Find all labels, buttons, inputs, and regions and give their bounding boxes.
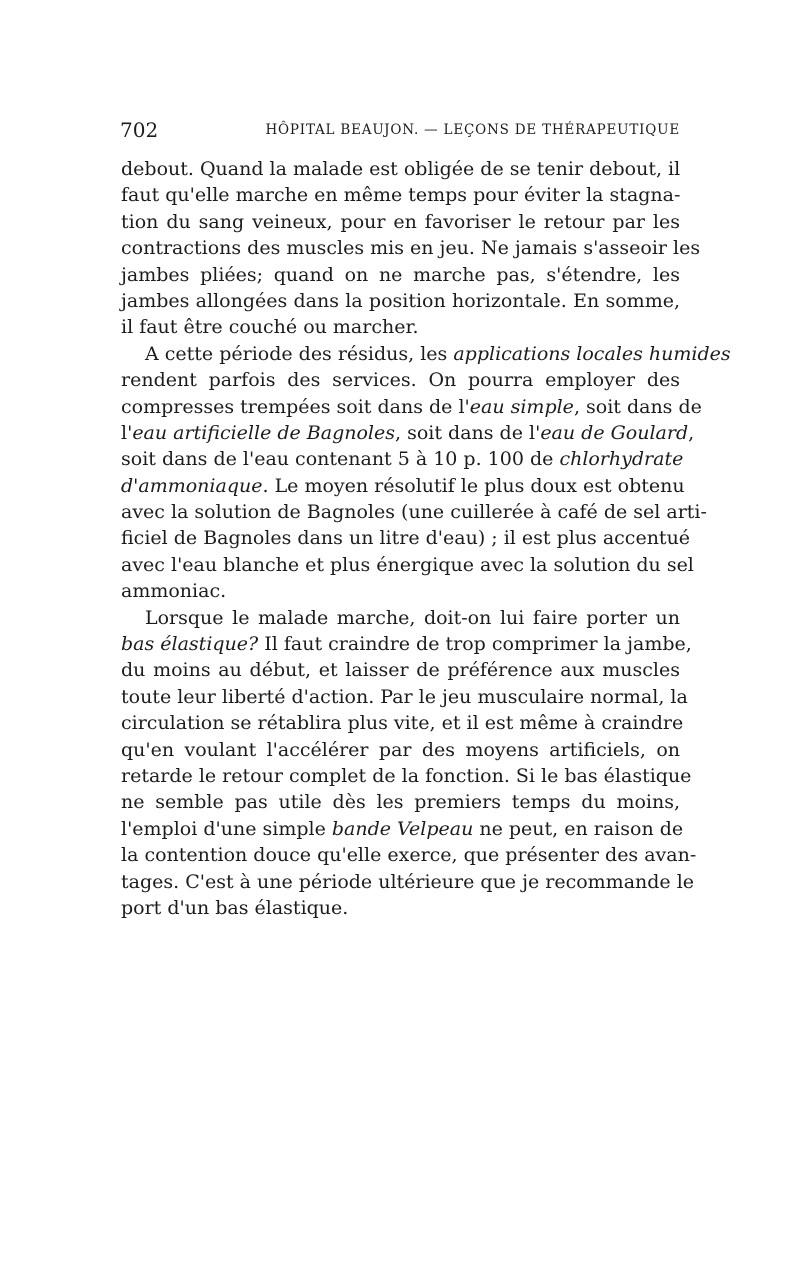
page-body (121, 156, 731, 921)
text-run: soit dans de l'eau contenant 5 à 10 p. 100 de (121, 448, 560, 471)
text-line: il faut être couché ou marcher. (121, 316, 419, 339)
text-run: ne peut, en raison de (473, 817, 684, 840)
text-line: port d'un bas élastique. (121, 896, 349, 919)
text-line (121, 394, 702, 420)
text-line (121, 816, 684, 842)
italic-term: d'ammoniaque (121, 474, 263, 497)
text-line: avec l'eau blanche et plus énergique avec la solution du sel (121, 553, 694, 576)
italic-term: bande Velpeau (331, 817, 474, 840)
text-line: jambes pliées; quand on ne marche pas, s'étendre, les (121, 263, 680, 286)
italic-term: eau de Goulard (540, 421, 689, 444)
text-line: ficiel de Bagnoles dans un litre d'eau) ; il est plus accentué (121, 527, 691, 550)
text-line: faut qu'elle marche en même temps pour éviter la stagna- (121, 184, 681, 207)
text-run: compresses trempées soit dans de l' (121, 395, 470, 418)
text-run: A cette période des résidus, les (145, 342, 454, 365)
text-run: Il faut craindre de trop comprimer la jambe, (258, 633, 692, 656)
text-line: rendent parfois des services. On pourra employer des (121, 369, 680, 392)
text-line: qu'en voulant l'accélérer par des moyens artificiels, on (121, 738, 680, 761)
text-line (121, 446, 684, 472)
text-line: tages. C'est à une période ultérieure que je recommande le (121, 870, 695, 893)
text-run: l'emploi d'une simple (121, 817, 332, 840)
text-line: ne semble pas utile dès les premiers temps du moins, (121, 791, 680, 814)
italic-term: applications locales humides (453, 342, 731, 365)
text-line: la contention douce qu'elle exerce, que présenter des avan- (121, 844, 697, 867)
text-line (121, 631, 692, 657)
text-line: circulation se rétablira plus vite, et il est même à craindre (121, 712, 684, 735)
text-line: retarde le retour complet de la fonction. Si le bas élastique (121, 764, 692, 787)
running-header (120, 118, 680, 146)
text-line: tion du sang veineux, pour en favoriser le retour par les (121, 210, 680, 233)
italic-term: eau simple (469, 395, 574, 418)
text-line: debout. Quand la malade est obligée de se tenir debout, il (121, 158, 681, 180)
text-run: l' (121, 421, 133, 444)
text-run: . Le moyen résolutif le plus doux est obtenu (262, 474, 685, 497)
text-line: du moins au début, et laisser de préférence aux muscles (121, 659, 680, 682)
text-line (121, 420, 695, 446)
text-line: ammoniac. (121, 580, 227, 603)
text-line: toute leur liberté d'action. Par le jeu musculaire normal, la (121, 685, 688, 708)
italic-term: bas élastique? (121, 633, 259, 656)
italic-term: eau artificielle de Bagnoles (132, 421, 396, 444)
text-run: , soit dans de (573, 395, 702, 418)
page-number: 702 (120, 118, 159, 142)
text-line: contractions des muscles mis en jeu. Ne jamais s'asseoir les (121, 237, 701, 260)
text-line: avec la solution de Bagnoles (une cuillerée à café de sel arti- (121, 501, 707, 524)
text-line: Lorsque le malade marche, doit-on lui faire porter un (145, 606, 680, 629)
text-run: , soit dans de l' (395, 421, 541, 444)
running-title: HÔPITAL BEAUJON. — LEÇONS DE THÉRAPEUTIQUE (265, 122, 680, 138)
text-line (121, 341, 731, 367)
text-line (121, 473, 685, 499)
text-line: jambes allongées dans la position horizontale. En somme, (121, 289, 680, 312)
text-run: , (688, 421, 695, 444)
italic-term: chlorhydrate (559, 448, 684, 471)
